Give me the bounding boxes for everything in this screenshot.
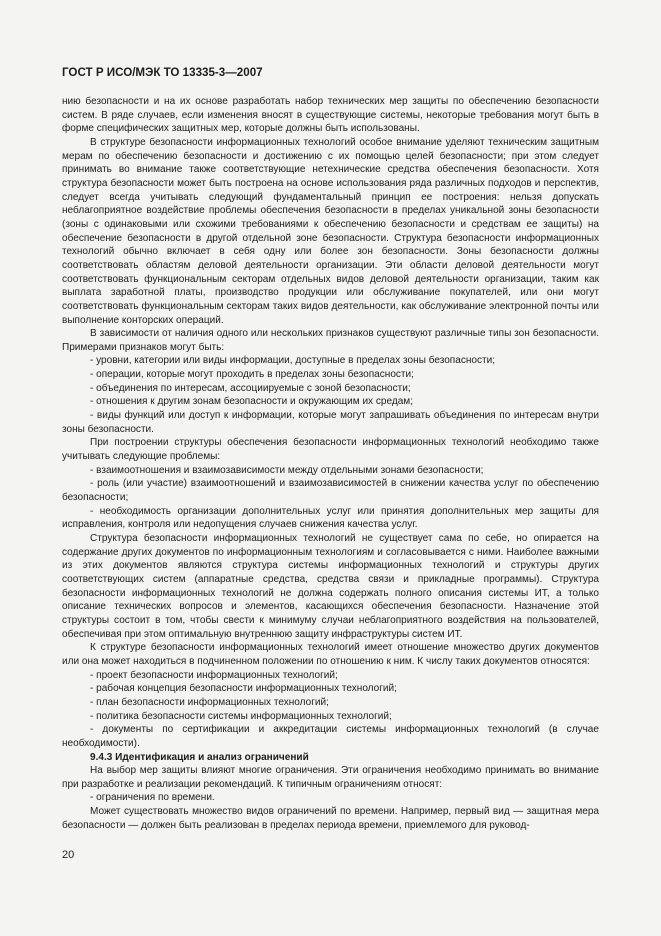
list-item: - рабочая концепция безопасности информационных технологий; xyxy=(90,683,397,695)
document-header: ГОСТ Р ИСО/МЭК ТО 13335-3—2007 xyxy=(62,66,263,79)
list-item: - отношения к другим зонам безопасности и окружающим их средам; xyxy=(90,396,413,408)
list-item: - проект безопасности информационных технологий; xyxy=(90,669,338,681)
list-item: - необходимость организации дополнительных услуг или принятия дополнительных мер защиты для исправления, контроля или недопущения случаев снижения качества услуг. xyxy=(62,505,599,531)
list-item: - ограничения по времени. xyxy=(90,792,215,804)
list-item: - роль (или участие) взаимоотношений и взаимозависимостей в снижении качества услуг по обеспечению безопасности; xyxy=(62,478,599,504)
list-item: - документы по сертификации и аккредитации системы информационных технологий (в случае необходимости). xyxy=(62,724,599,749)
paragraph: К структуре безопасности информационных технологий имеет отношение множество других документов или она может находиться в подчиненном положении по отношению к ним. К числу таких документов относятся: xyxy=(62,642,599,667)
list-item: - план безопасности информационных технологий; xyxy=(90,696,329,708)
paragraph: Может существовать множество видов ограничений по времени. Например, первый вид — защитная мера безопасности — должен быть реализован в пределах периода времени, приемлемого для руковод- xyxy=(62,806,599,831)
paragraph: В зависимости от наличия одного или нескольких признаков существуют различные типы зон безопасности. Примерами признаков могут быть: xyxy=(62,328,599,353)
list-item: - объединения по интересам, ассоциируемые с зоной безопасности; xyxy=(90,382,411,394)
paragraph: Структура безопасности информационных технологий не существует сама по себе, но опирается на содержание других документов по информационным технологиям и согласовывается с ними. Наиболее важными из этих документов являются структура системы информационных технологий и структуры других соответствующих систем (аппаратные средства, средства связи и прикладные программы). Структура безопасности информационных технологий не должна содержать полного описания системы ИТ, а только описание технических вопросов и элементов, касающихся обеспечения безопасности. Назначение этой структуры состоит в том, чтобы свести к минимуму случаи неблагоприятного воздействия на пользователей, обеспечивая при этом оптимальную внутреннюю защиту инфраструктуры систем ИТ. xyxy=(62,533,599,640)
list-item: - виды функций или доступ к информации, которые могут запрашивать объединения по интересам внутри зоны безопасности. xyxy=(62,410,599,435)
paragraph: На выбор мер защиты влияют многие ограничения. Эти ограничения необходимо принимать во внимание при разработке и реализации рекомендаций. К типичным ограничениям относят: xyxy=(62,765,599,790)
paragraph: При построении структуры обеспечения безопасности информационных технологий необходимо также учитывать следующие проблемы: xyxy=(62,437,599,463)
paragraph: В структуре безопасности информационных технологий особое внимание уделяют техническим защитным мерам по обеспечению безопасности и достижению с их помощью целей безопасности; при этом следует принимать во внимание также соответствующие нетехнические средства обеспечения безопасности. Хотя структура безопасности может быть построена на основе использования ряда различных подходов и перспектив, следует всегда учитывать следующий фундаментальный принцип ее построения: нельзя допускать неблагоприятное воздействие проблемы обеспечения безопасности в пределах уникальной зоны безопасности (зоны с одинаковыми или схожими требованиями к обеспечению безопасности и средствам ее защиты) на обеспечение безопасности в другой отдельной зоне безопасности. Структура безопасности информационных технологий обычно включает в себя одну или более зон безопасности. Зоны безопасности должны соответствовать областям деловой деятельности организации. Эти области деловой деятельности могут соответствовать функциональным секторам отдельных видов деловой деятельности организации, таким как выплата заработной платы, производство продукции или обслуживание покупателей, или они могут соответствовать функциональным секторам таких видов деятельности, как обслуживание электронной почты или выполнение конторских операций. xyxy=(62,136,599,326)
list-item: - взаимоотношения и взаимозависимости между отдельными зонами безопасности; xyxy=(90,464,484,476)
list-item: - операции, которые могут проходить в пределах зоны безопасности; xyxy=(90,369,414,381)
list-item: - уровни, категории или виды информации, доступные в пределах зоны безопасности; xyxy=(90,355,496,367)
paragraph: нию безопасности и на их основе разработать набор технических мер защиты по обеспечению безопасности систем. В ряде случаев, если изменения вносят в существующие системы, некоторые требования могут быть в форме специфических защитных мер, которые должны быть использованы. xyxy=(62,96,599,135)
document-body xyxy=(62,95,599,832)
section-heading: 9.4.3 Идентификация и анализ ограничений xyxy=(90,751,309,763)
page-number: 20 xyxy=(62,849,75,861)
list-item: - политика безопасности системы информационных технологий; xyxy=(90,710,392,722)
